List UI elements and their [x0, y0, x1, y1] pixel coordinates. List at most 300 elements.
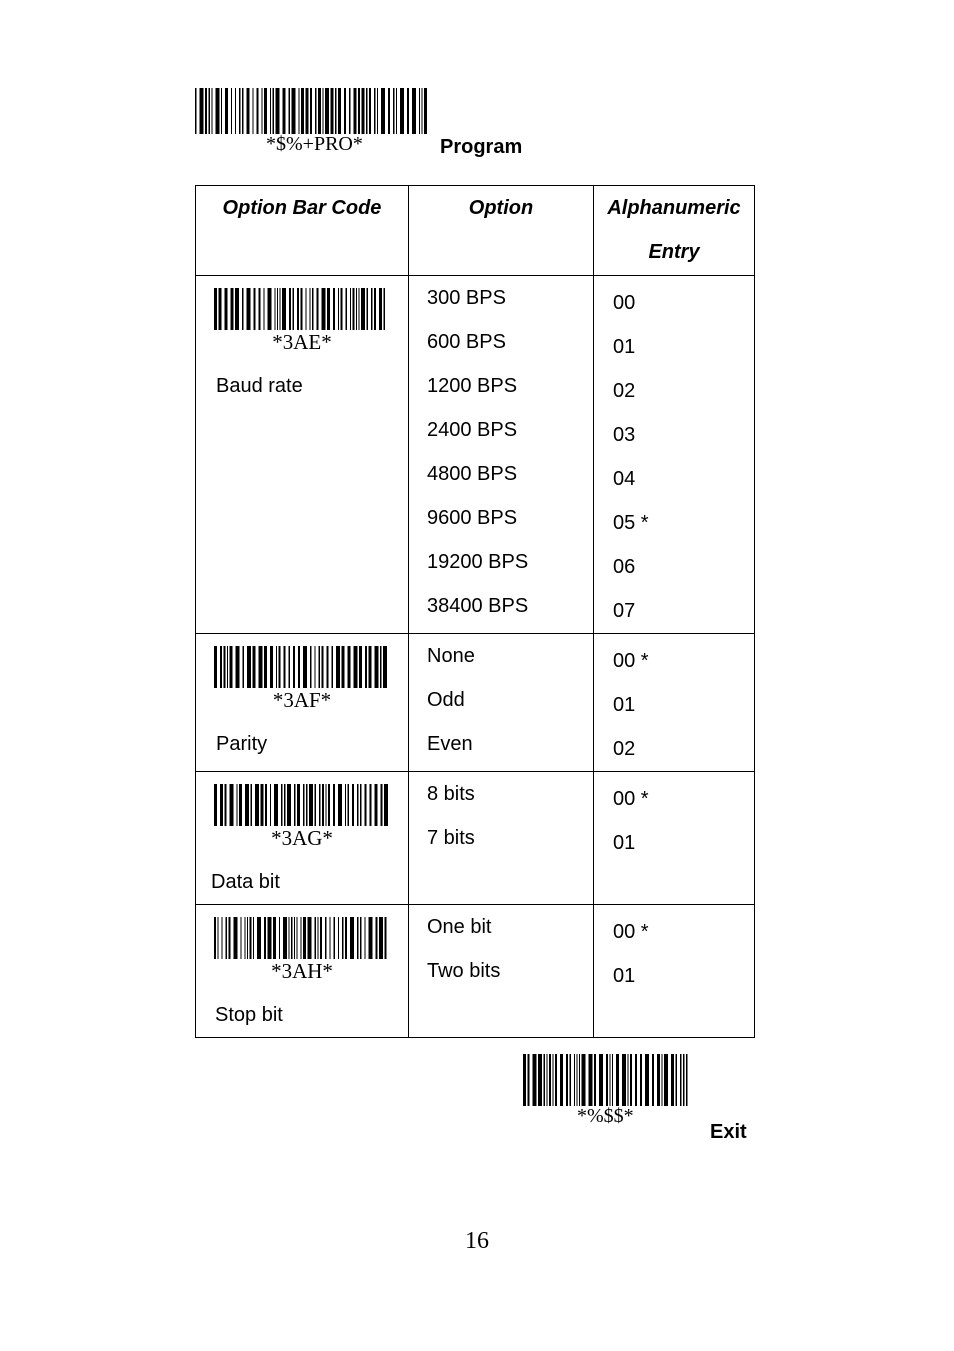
- barcode-bar: [365, 646, 367, 688]
- exit-barcode-code: *%$$*: [577, 1105, 634, 1127]
- barcode-bar: [349, 88, 351, 134]
- header-option: [409, 186, 594, 276]
- barcode-bar: [259, 646, 263, 688]
- header-option-bar-code-label: Option Bar Code: [222, 197, 382, 219]
- baud-rate-code: *3AE*: [272, 330, 332, 354]
- barcode-bar: [283, 88, 286, 134]
- barcode-bar: [360, 917, 362, 959]
- list-item: 05 *: [613, 512, 649, 534]
- barcode-bar: [371, 288, 373, 330]
- barcode-bar: [230, 646, 233, 688]
- barcode-bar: [686, 1054, 688, 1106]
- barcode-bar: [303, 784, 305, 826]
- barcode-bar: [219, 288, 222, 330]
- exit-barcode[interactable]: [523, 1054, 689, 1106]
- stop-bit-barcode[interactable]: [214, 917, 388, 959]
- barcode-bar: [231, 88, 232, 134]
- barcode-bar: [400, 88, 404, 134]
- program-barcode[interactable]: [195, 88, 429, 134]
- barcode-bar: [354, 646, 358, 688]
- barcode-bar: [346, 288, 348, 330]
- barcode-bar: [622, 1054, 626, 1106]
- table-row: [196, 905, 755, 1038]
- barcode-bar: [342, 646, 345, 688]
- barcode-bar: [680, 1054, 682, 1106]
- header-alphanumeric-entry: [594, 186, 755, 276]
- barcode-bar: [235, 88, 236, 134]
- barcode-bar: [612, 1054, 613, 1106]
- barcode-bar: [297, 288, 299, 330]
- list-item: Odd: [427, 689, 465, 711]
- barcode-bar: [306, 784, 308, 826]
- barcode-bar: [366, 88, 368, 134]
- barcode-bar: [303, 646, 307, 688]
- list-item: 03: [613, 424, 636, 446]
- barcode-bar: [299, 88, 300, 134]
- baud-rate-barcode[interactable]: [214, 288, 388, 330]
- barcode-bar: [293, 646, 295, 688]
- barcode-bar: [251, 784, 253, 826]
- barcode-bar: [344, 88, 346, 134]
- barcode-bar: [298, 646, 300, 688]
- list-item: 04: [613, 468, 636, 490]
- barcode-bar: [566, 1054, 568, 1106]
- barcode-bar: [257, 917, 261, 959]
- barcode-bar: [345, 784, 346, 826]
- barcode-bar: [241, 917, 242, 959]
- barcode-bar: [528, 1054, 530, 1106]
- header-alphanumeric-label: Alphanumeric: [607, 197, 741, 219]
- list-item: 00: [613, 292, 636, 314]
- barcode-bar: [297, 917, 298, 959]
- barcode-bar: [422, 88, 423, 134]
- barcode-bar: [306, 288, 307, 330]
- barcode-bar: [212, 88, 213, 134]
- barcode-bar: [253, 646, 256, 688]
- list-item: 01: [613, 694, 636, 716]
- barcode-bar: [352, 784, 354, 826]
- barcode-bar: [245, 917, 246, 959]
- barcode-bar: [259, 288, 261, 330]
- barcode-bar: [292, 88, 296, 134]
- barcode-bar: [235, 288, 239, 330]
- barcode-bar: [222, 917, 223, 959]
- data-bit-name: Data bit: [211, 871, 280, 893]
- barcode-bar: [276, 88, 280, 134]
- barcode-bar: [294, 917, 295, 959]
- barcode-bar: [279, 646, 281, 688]
- barcode-bar: [322, 784, 324, 826]
- barcode-bar: [280, 288, 281, 330]
- barcode-bar: [330, 917, 331, 959]
- barcode-bar: [393, 88, 395, 134]
- barcode-bar: [310, 88, 312, 134]
- barcode-bar: [289, 88, 291, 134]
- barcode-bar: [350, 917, 354, 959]
- parity-options: [409, 634, 593, 766]
- barcode-bar: [265, 784, 267, 826]
- barcode-bar: [616, 1054, 619, 1106]
- barcode-bar: [276, 646, 277, 688]
- list-item: 01: [613, 832, 636, 854]
- barcode-bar: [225, 288, 228, 330]
- barcode-bar: [253, 917, 254, 959]
- barcode-bar: [297, 784, 300, 826]
- exit-barcode-block: [523, 1054, 689, 1106]
- barcode-bar: [338, 917, 339, 959]
- barcode-bar: [264, 88, 267, 134]
- barcode-bar: [683, 1054, 685, 1106]
- barcode-bar: [676, 1054, 678, 1106]
- barcode-bar: [338, 784, 342, 826]
- barcode-bar: [582, 1054, 586, 1106]
- barcode-bar: [227, 646, 228, 688]
- barcode-bar: [327, 288, 330, 330]
- barcode-bar: [264, 917, 266, 959]
- barcode-bar: [200, 88, 204, 134]
- barcode-bar: [374, 288, 376, 330]
- barcode-bar: [367, 288, 369, 330]
- barcode-bar: [419, 88, 420, 134]
- barcode-bar: [657, 1054, 660, 1106]
- barcode-bar: [388, 88, 390, 134]
- barcode-bar: [353, 288, 355, 330]
- barcode-bar: [570, 1054, 572, 1106]
- barcode-bar: [315, 784, 317, 826]
- barcode-bar: [308, 917, 312, 959]
- barcode-bar: [250, 917, 252, 959]
- barcode-bar: [574, 1054, 575, 1106]
- barcode-bar: [293, 288, 295, 330]
- barcode-bar: [553, 1054, 554, 1106]
- barcode-bar: [331, 88, 334, 134]
- header-option-label: Option: [468, 197, 534, 219]
- barcode-bar: [237, 784, 238, 826]
- list-item: 01: [613, 336, 636, 358]
- barcode-bar: [291, 917, 293, 959]
- barcode-bar: [579, 1054, 580, 1106]
- barcode-bar: [327, 646, 329, 688]
- barcode-bar: [376, 917, 378, 959]
- barcode-bar: [242, 88, 244, 134]
- barcode-bar: [544, 1054, 546, 1106]
- barcode-bar: [270, 88, 271, 134]
- barcode-bar: [375, 646, 379, 688]
- barcode-bar: [247, 88, 250, 134]
- barcode-bar: [533, 1054, 537, 1106]
- barcode-bar: [257, 88, 259, 134]
- table-row: [196, 772, 755, 905]
- barcode-bar: [374, 88, 376, 134]
- parity-code: *3AF*: [272, 688, 332, 712]
- barcode-bar: [323, 88, 324, 134]
- program-barcode-block: [195, 88, 429, 134]
- barcode-bar: [547, 1054, 548, 1106]
- barcode-bar: [342, 917, 344, 959]
- barcode-bar: [348, 646, 351, 688]
- barcode-bar: [365, 917, 366, 959]
- barcode-bar: [294, 784, 296, 826]
- barcode-bar: [640, 1054, 642, 1106]
- barcode-bar: [348, 784, 350, 826]
- parity-barcode[interactable]: [214, 646, 388, 688]
- parity-entries: [594, 634, 754, 771]
- list-item: 19200 BPS: [427, 551, 529, 573]
- barcode-bar: [318, 88, 321, 134]
- barcode-bar: [315, 917, 317, 959]
- barcode-bar: [301, 88, 304, 134]
- page-number: 16: [465, 1228, 489, 1254]
- barcode-bar: [318, 917, 319, 959]
- barcode-bar: [384, 288, 386, 330]
- barcode-bar: [362, 88, 365, 134]
- barcode-bar: [264, 646, 267, 688]
- barcode-bar: [209, 88, 211, 134]
- list-item: 600 BPS: [427, 331, 506, 353]
- barcode-bar: [273, 88, 275, 134]
- table-header-row: [196, 186, 755, 276]
- barcode-bar: [315, 646, 316, 688]
- list-item: 02: [613, 380, 636, 402]
- stop-bit-entries: [594, 905, 754, 998]
- barcode-bar: [247, 917, 248, 959]
- barcode-bar: [239, 88, 241, 134]
- data-bit-entries: [594, 772, 754, 865]
- exit-label: Exit: [710, 1121, 747, 1143]
- barcode-bar: [205, 88, 207, 134]
- barcode-bar: [358, 88, 360, 134]
- barcode-bar: [345, 917, 347, 959]
- barcode-bar: [214, 917, 216, 959]
- barcode-bar: [375, 784, 378, 826]
- list-item: 4800 BPS: [427, 463, 518, 485]
- list-item: 8 bits: [427, 783, 475, 805]
- barcode-bar: [338, 88, 341, 134]
- barcode-bar: [610, 1054, 611, 1106]
- barcode-bar: [284, 784, 286, 826]
- header-option-bar-code: [196, 186, 409, 276]
- barcode-bar: [359, 646, 362, 688]
- barcode-bar: [332, 646, 334, 688]
- barcode-bar: [381, 784, 383, 826]
- barcode-bar: [255, 784, 259, 826]
- barcode-bar: [301, 917, 302, 959]
- barcode-bar: [365, 784, 367, 826]
- program-label: Program: [440, 136, 523, 158]
- barcode-bar: [214, 784, 217, 826]
- stop-bit-code: *3AH*: [271, 959, 333, 983]
- barcode-bar: [279, 917, 280, 959]
- list-item: 300 BPS: [427, 287, 506, 309]
- barcode-bar: [195, 88, 197, 134]
- barcode-bar: [264, 288, 265, 330]
- barcode-bar: [385, 917, 387, 959]
- barcode-bar: [325, 88, 329, 134]
- barcode-bar: [242, 288, 244, 330]
- barcode-bar: [630, 1054, 632, 1106]
- barcode-bar: [380, 646, 382, 688]
- barcode-bar: [377, 88, 378, 134]
- barcode-bar: [599, 1054, 603, 1106]
- barcode-bar: [594, 1054, 596, 1106]
- barcode-bar: [354, 88, 357, 134]
- barcode-bar: [424, 88, 427, 134]
- list-item: Even: [427, 733, 473, 755]
- barcode-bar: [606, 1054, 608, 1106]
- parity-name: Parity: [216, 733, 268, 755]
- barcode-bar: [315, 88, 317, 134]
- barcode-bar: [214, 288, 217, 330]
- barcode-bar: [236, 646, 240, 688]
- list-item: Two bits: [427, 960, 501, 982]
- stop-bit-name: Stop bit: [215, 1004, 283, 1026]
- barcode-bar: [671, 1054, 674, 1106]
- barcode-bar: [216, 88, 220, 134]
- barcode-bar: [336, 646, 340, 688]
- barcode-bar: [350, 288, 351, 330]
- barcode-bar: [281, 784, 283, 826]
- barcode-bar: [538, 1054, 542, 1106]
- barcode-bar: [303, 917, 306, 959]
- list-item: 7 bits: [427, 827, 475, 849]
- stop-bit-options: [409, 905, 593, 993]
- barcode-bar: [356, 288, 357, 330]
- barcode-bar: [333, 784, 335, 826]
- list-item: 00 *: [613, 921, 649, 943]
- barcode-bar: [370, 784, 372, 826]
- list-item: 02: [613, 738, 636, 760]
- barcode-bar: [289, 646, 291, 688]
- barcode-bar: [239, 784, 242, 826]
- barcode-bar: [560, 1054, 563, 1106]
- barcode-bar: [326, 784, 327, 826]
- barcode-bar: [225, 784, 227, 826]
- list-item: 00 *: [613, 650, 649, 672]
- barcode-bar: [635, 1054, 637, 1106]
- barcode-bar: [589, 1054, 593, 1106]
- barcode-bar: [284, 646, 286, 688]
- barcode-bar: [328, 784, 330, 826]
- barcode-bar: [253, 88, 254, 134]
- barcode-bar: [396, 88, 397, 134]
- barcode-bar: [268, 917, 272, 959]
- barcode-bar: [383, 646, 387, 688]
- program-barcode-code: *$%+PRO*: [266, 133, 363, 155]
- barcode-bar: [301, 288, 303, 330]
- barcode-bar: [268, 288, 272, 330]
- list-item: 07: [613, 600, 636, 622]
- barcode-bar: [289, 917, 290, 959]
- barcode-bar: [306, 88, 309, 134]
- barcode-bar: [225, 88, 228, 134]
- data-bit-options: [409, 772, 593, 860]
- barcode-bar: [310, 646, 312, 688]
- barcode-bar: [229, 917, 231, 959]
- barcode-bar: [549, 1054, 551, 1106]
- barcode-bar: [231, 288, 234, 330]
- barcode-bar: [664, 1054, 668, 1106]
- list-item: 2400 BPS: [427, 419, 518, 441]
- list-item: None: [427, 645, 475, 667]
- barcode-bar: [243, 646, 245, 688]
- barcode-bar: [270, 784, 271, 826]
- barcode-bar: [274, 784, 278, 826]
- list-item: 9600 BPS: [427, 507, 518, 529]
- barcode-bar: [384, 784, 388, 826]
- baud-rate-entries: [594, 276, 754, 633]
- barcode-bar: [523, 1054, 526, 1106]
- barcode-bar: [379, 288, 382, 330]
- barcode-bar: [319, 784, 321, 826]
- barcode-bar: [555, 1054, 557, 1106]
- barcode-bar: [277, 288, 278, 330]
- barcode-bar: [335, 88, 337, 134]
- barcode-bar: [270, 646, 273, 688]
- barcode-bar: [322, 288, 326, 330]
- barcode-bar: [254, 288, 256, 330]
- barcode-bar: [628, 1054, 629, 1106]
- barcode-bar: [577, 1054, 578, 1106]
- barcode-bar: [287, 784, 291, 826]
- barcode-bar: [645, 1054, 649, 1106]
- barcode-bar: [379, 917, 383, 959]
- barcode-bar: [261, 784, 264, 826]
- barcode-bar: [234, 917, 238, 959]
- barcode-bar: [218, 917, 219, 959]
- barcode-bar: [325, 917, 327, 959]
- barcode-bar: [309, 784, 313, 826]
- barcode-bar: [220, 646, 222, 688]
- barcode-bar: [275, 288, 276, 330]
- barcode-bar: [289, 288, 291, 330]
- barcode-bar: [282, 288, 286, 330]
- barcode-bar: [221, 88, 222, 134]
- barcode-bar: [319, 646, 321, 688]
- barcode-bar: [214, 646, 217, 688]
- barcode-bar: [220, 784, 223, 826]
- barcode-bar: [369, 646, 372, 688]
- barcode-bar: [381, 88, 385, 134]
- barcode-bar: [230, 784, 234, 826]
- data-bit-barcode[interactable]: [214, 784, 388, 826]
- barcode-bar: [312, 288, 314, 330]
- baud-rate-name: Baud rate: [216, 375, 303, 397]
- list-item: 00 *: [613, 788, 649, 810]
- list-item: 06: [613, 556, 636, 578]
- barcode-bar: [652, 1054, 654, 1106]
- table-row: [196, 276, 755, 634]
- barcode-bar: [245, 784, 249, 826]
- barcode-bar: [317, 288, 319, 330]
- barcode-bar: [273, 917, 276, 959]
- barcode-bar: [283, 917, 287, 959]
- barcode-bar: [369, 917, 373, 959]
- barcode-bar: [412, 88, 416, 134]
- data-bit-code: *3AG*: [271, 826, 333, 850]
- barcode-bar: [341, 288, 343, 330]
- barcode-bar: [226, 917, 228, 959]
- baud-rate-options: [409, 276, 593, 628]
- barcode-bar: [357, 917, 359, 959]
- table-row: [196, 634, 755, 772]
- barcode-bar: [224, 646, 226, 688]
- barcode-bar: [407, 88, 409, 134]
- barcode-bar: [662, 1054, 663, 1106]
- barcode-bar: [361, 288, 365, 330]
- barcode-bar: [357, 784, 359, 826]
- barcode-bar: [334, 917, 336, 959]
- barcode-bar: [333, 288, 335, 330]
